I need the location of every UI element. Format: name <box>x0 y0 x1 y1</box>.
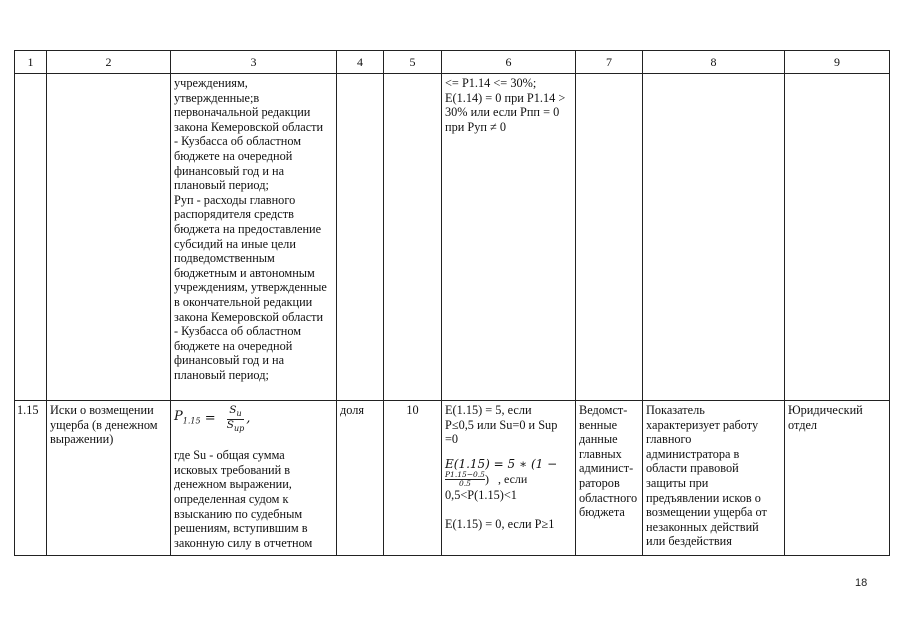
cell-weight: 10 <box>384 401 442 556</box>
header-col-4: 4 <box>337 51 384 74</box>
header-col-6: 6 <box>442 51 576 74</box>
calc-rule-3: E(1.15) = 0, если P≥1 <box>445 516 555 531</box>
cell-description: Показатель характеризует работу главного администратора в области правовой защиты при предъявлении исков о возмещении ущерба от незаконных действий или бездействия <box>643 401 785 556</box>
header-col-7: 7 <box>576 51 643 74</box>
header-row <box>15 51 890 74</box>
cell-calculation <box>442 401 576 556</box>
cell-indicator-name: Иски о возмещении ущерба (в денежном выражении) <box>47 401 171 556</box>
page-number: 18 <box>855 577 868 589</box>
indicators-table <box>14 50 890 556</box>
cell-empty <box>576 74 643 401</box>
header-col-5: 5 <box>384 51 442 74</box>
header-col-9: 9 <box>785 51 890 74</box>
cell-empty <box>384 74 442 401</box>
cell-definition-continued: учреждениям, утвержденные;в первоначальной редакции закона Кемеровской области - Кузбасса об областном бюджете на очередной финансовый год и на плановый период; Руп - расходы главного распорядителя средств бюджета на предоставление субсидий на иные цели подведомственным бюджетным и автономным учреждениям, утвержденные в окончательной редакции закона Кемеровской области - Кузбасса об областном бюджете на очередной финансовый год и на плановый период; <box>171 74 337 401</box>
cell-empty <box>47 74 171 401</box>
formula-numerator: $S_u$ <box>229 404 242 419</box>
formula-denominator: $S_{up}$ <box>226 419 245 434</box>
formula-lhs: $P_{1.15}$ <box>174 409 201 426</box>
formula-tail: , <box>246 411 251 427</box>
table-row-1-15 <box>15 401 890 556</box>
header-col-2: 2 <box>47 51 171 74</box>
header-col-8: 8 <box>643 51 785 74</box>
calc-rule-2: E(1.15) = 5 ∗ (1 − $\frac{P1.15-0.5}{0.5}$ ) , если <box>445 456 558 489</box>
cell-formula <box>171 401 337 556</box>
table-row-continued <box>15 74 890 401</box>
formula-fraction <box>225 405 246 434</box>
cell-empty <box>337 74 384 401</box>
cell-number: 1.15 <box>15 401 47 556</box>
calc-rule-1: E(1.15) = 5, если P≤0,5 или Su=0 и Sup =0 <box>445 403 558 447</box>
calc-rule-2-condition: 0,5<P(1.15)<1 <box>445 488 517 503</box>
formula-p-1-15 <box>174 405 333 434</box>
header-col-1: 1 <box>15 51 47 74</box>
cell-empty <box>785 74 890 401</box>
cell-data-source: Ведомст- венные данные главных админист- раторов областного бюджета <box>576 401 643 556</box>
cell-empty <box>15 74 47 401</box>
formula-operator: = <box>200 411 220 427</box>
calc-rule-2-fraction: $\frac{P1.15-0.5}{0.5}$ <box>445 470 485 489</box>
header-col-3: 3 <box>171 51 337 74</box>
cell-unit: доля <box>337 401 384 556</box>
cell-calculation-continued: <= P1.14 <= 30%; E(1.14) = 0 при P1.14 > 30% или если Рпп = 0 при Руп ≠ 0 <box>442 74 576 401</box>
cell-empty <box>643 74 785 401</box>
formula-definition: где Su - общая сумма исковых требований в денежном выражении, определенная судом к взысканию по судебным решениям, вступившим в законную силу в отчетном <box>174 448 313 550</box>
cell-responsible: Юридический отдел <box>785 401 890 556</box>
